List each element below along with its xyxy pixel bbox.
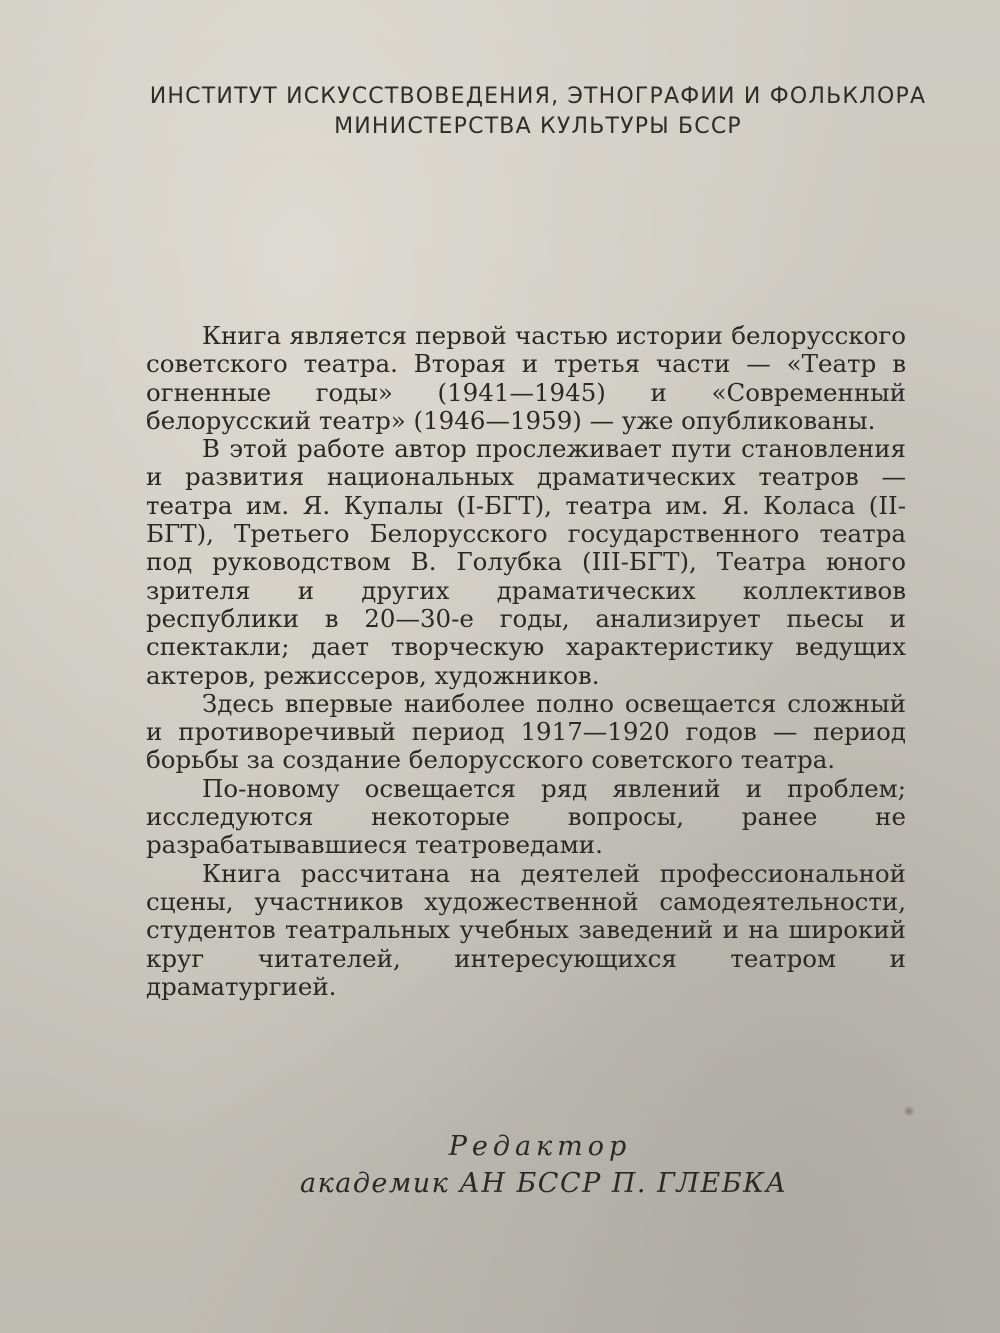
editor-role: Редактор [448, 1131, 632, 1162]
paragraph-1: Книга является первой частью истории белорусского советского театра. Вторая и третья части — «Театр в огненные годы» (1941—1945) и «Современный белорусский театр» (1946—1959) — уже опубликованы. [146, 321, 906, 435]
institute-header [118, 82, 958, 142]
editor-name: академик АН БССР П. ГЛЕБКА [300, 1168, 788, 1199]
paragraph-4: По-новому освещается ряд явлений и проблем; исследуются некоторые вопросы, ранее не разрабатывавшиеся театроведами. [146, 773, 906, 860]
paragraph-3: Здесь впервые наиболее полно освещается сложный и противоречивый период 1917—1920 годов — период борьбы за создание белорусского советского театра. [146, 688, 906, 775]
paragraph-2: В этой работе автор прослеживает пути становления и развития национальных драматических театров — театра им. Я. Купалы (I-БГТ), театра им. Я. Коласа (II-БГТ), Третьего Белорусского государственного театра под руководством В. Голубка (III-БГТ), Театра юного зрителя и других драматических коллективов республики в 20—30-е годы, анализирует пьесы и спектакли; дает творческую характеристику ведущих актеров, режиссеров, художников. [146, 434, 906, 690]
editor-credit [300, 1128, 788, 1202]
ministry-line: МИНИСТЕРСТВА КУЛЬТУРЫ БССР [334, 114, 742, 139]
annotation-text [146, 322, 906, 1001]
institute-name-line: ИНСТИТУТ ИСКУССТВОВЕДЕНИЯ, ЭТНОГРАФИИ И ФОЛЬКЛОРА [149, 84, 927, 109]
paragraph-5: Книга рассчитана на деятелей профессиональной сцены, участников художественной самодеятельности, студентов театральных учебных заведений и на широкий круг читателей, интересующихся театром и драматургией. [146, 858, 906, 1001]
paper-stain [902, 1106, 916, 1116]
